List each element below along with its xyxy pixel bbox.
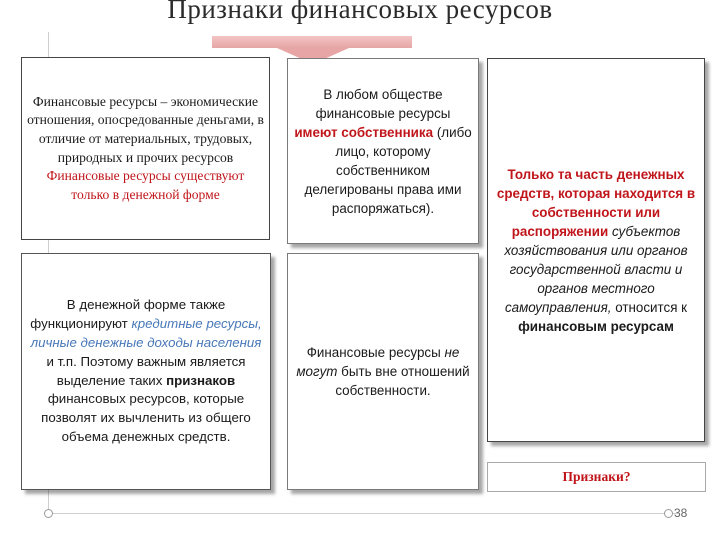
property-relations-text-part: Финансовые ресурсы: [306, 345, 441, 360]
ownership-emphasis: имеют собственника: [294, 124, 434, 140]
property-relations-text-part: быть вне отношений собственности.: [335, 364, 470, 398]
only-part-text-part: относится к: [615, 299, 688, 315]
property-relations-emphasis: не могут: [296, 345, 460, 379]
monetary-form-emphasis: признаков: [166, 372, 236, 388]
monetary-form-box: [21, 253, 271, 490]
bullet-dot-icon: [664, 509, 673, 518]
only-part-conclusion: финансовым ресурсам: [518, 318, 674, 334]
bottom-divider: [48, 513, 678, 514]
title-arrow-bar: [212, 36, 412, 48]
monetary-form-text-part: и т.п. Поэтому важным является выделение таких: [46, 353, 246, 388]
slide-title: Признаки финансовых ресурсов: [167, 0, 553, 24]
ownership-text-part: (либо лицо, которому собственником делегированы права ими распоряжаться).: [304, 124, 472, 216]
monetary-form-text-part: В денежной форме также функционируют: [30, 297, 226, 332]
question-box: [487, 462, 706, 492]
ownership-text-part: В любом обществе финансовые ресурсы: [315, 86, 451, 121]
definition-text: Финансовые ресурсы – экономические отношения, опосредованные деньгами, в отличие от материальных, трудовых, природных и прочих ресурсов: [27, 93, 264, 165]
page-number: 38: [674, 506, 688, 520]
only-part-box: [487, 58, 705, 442]
bullet-dot-icon: [44, 509, 53, 518]
monetary-form-text: [28, 296, 264, 446]
definition-highlight: Финансовые ресурсы существуют только в денежной форме: [46, 168, 245, 202]
question-label: Признаки?: [562, 469, 631, 484]
property-relations-text: [294, 343, 472, 400]
monetary-form-text-part: финансовых ресурсов, которые позволят их вычленить из общего объема денежных средств.: [41, 391, 251, 444]
only-part-subjects: субъектов хозяйствования или органов государственной власти и органов местного самоуправления,: [504, 223, 688, 315]
ownership-text: [294, 85, 472, 218]
property-relations-box: [287, 253, 479, 490]
definition-box: [21, 57, 270, 240]
only-part-text: [494, 165, 698, 336]
only-part-emphasis: Только та часть денежных средств, которая находится в собственности или распоряжении: [496, 166, 696, 239]
monetary-form-examples: кредитные ресурсы, личные денежные доходы населения: [30, 316, 262, 350]
ownership-box: [287, 58, 479, 244]
